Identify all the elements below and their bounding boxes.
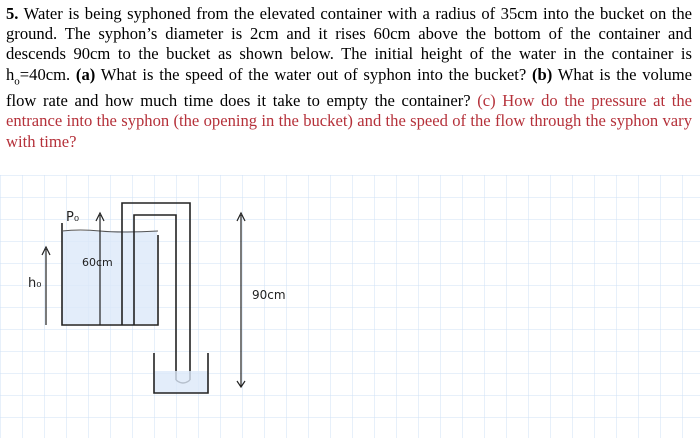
label-p0: P₀ bbox=[66, 210, 80, 225]
part-a-label: (a) bbox=[75, 64, 96, 84]
problem-statement bbox=[6, 4, 692, 152]
part-c-text: (c) How do the pressure at the entrance into the syphon (the opening in the bucket) and the speed of the flow through the syphon vary with time? bbox=[6, 91, 692, 151]
problem-text-intro: Water is being syphoned from the elevated container with a radius of 35cm into the bucket on the ground. The syphon’s diameter is 2cm and it rises 60cm above the bottom of the container and descends 90cm to the bucket as shown below. The initial height of the water in the container is h bbox=[6, 4, 692, 84]
problem-text-height: =40cm. bbox=[19, 64, 76, 84]
part-b-text: What is the volume flow rate and how much time does it take to empty the container? bbox=[6, 64, 693, 111]
label-90cm: 90cm bbox=[252, 288, 286, 302]
syphon-sketch bbox=[0, 175, 700, 438]
part-a-text: What is the speed of the water out of syphon into the bucket? bbox=[95, 64, 533, 84]
label-h0: h₀ bbox=[28, 276, 42, 291]
bucket-water bbox=[154, 371, 208, 393]
container-water bbox=[62, 231, 157, 324]
part-b-label: (b) bbox=[532, 64, 553, 84]
subscript-0: o bbox=[14, 74, 20, 87]
label-60cm: 60cm bbox=[82, 256, 113, 269]
problem-number: 5. bbox=[6, 4, 19, 23]
